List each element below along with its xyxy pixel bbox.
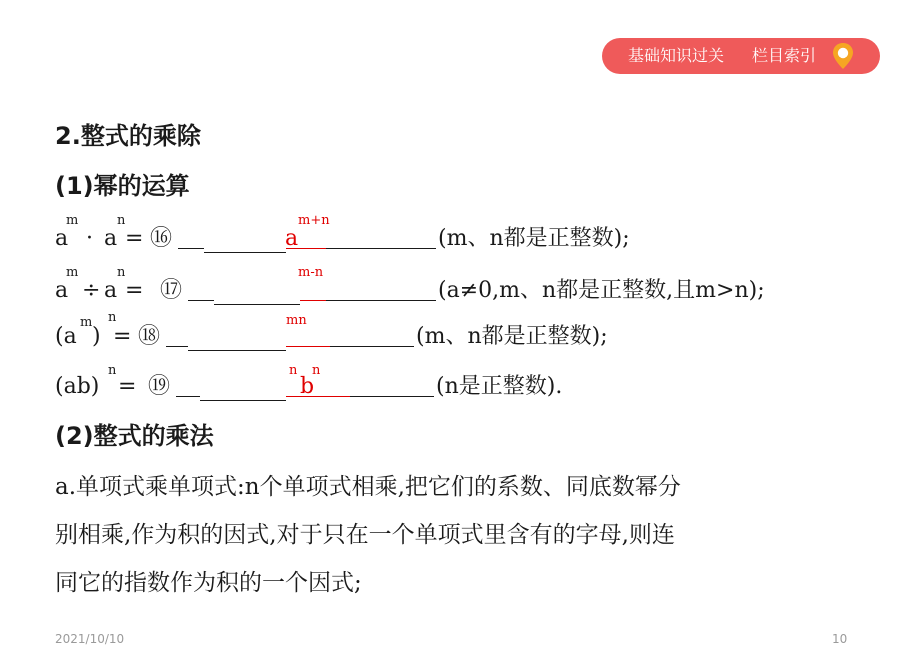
base: a	[104, 226, 118, 251]
map-pin-icon[interactable]	[828, 41, 858, 71]
answer-exponent: m-n	[298, 265, 324, 280]
answer-line	[188, 300, 214, 301]
base: a	[104, 278, 118, 303]
exponent: n	[117, 213, 126, 228]
rule-quotient-of-powers	[0, 264, 900, 304]
answer-text: a	[285, 226, 299, 251]
equals: =	[113, 324, 132, 349]
equals: =	[125, 278, 144, 303]
knowledge-review-link[interactable]: 基础知识过关	[628, 46, 725, 65]
paren: )	[92, 324, 101, 349]
answer-line	[166, 346, 188, 347]
paragraph-line: 同它的指数作为积的一个因式;	[55, 570, 362, 596]
base: (ab)	[55, 374, 100, 399]
answer-text: b	[300, 374, 315, 399]
condition-text: (n是正整数).	[436, 374, 563, 399]
rule-power-of-power	[0, 310, 900, 354]
base: a	[55, 226, 69, 251]
base: (a	[55, 324, 77, 349]
answer-exponent: mn	[286, 313, 307, 328]
page-number: 10	[832, 632, 848, 646]
answer-line	[214, 304, 300, 305]
subsection-heading-power: (1)幂的运算	[55, 172, 190, 200]
base: a	[55, 278, 69, 303]
answer-line	[300, 300, 326, 301]
answer-line	[200, 400, 286, 401]
answer-line	[286, 396, 350, 397]
answer-line	[188, 350, 286, 351]
answer-exponent: n	[289, 363, 298, 378]
answer-line	[330, 346, 414, 347]
paragraph-line: a.单项式乘单项式:n个单项式相乘,把它们的系数、同底数幂分	[55, 474, 681, 500]
top-nav-bar	[602, 38, 880, 74]
exponent: n	[117, 265, 126, 280]
answer-line	[286, 248, 326, 249]
answer-line	[326, 248, 436, 249]
section-heading: 2.整式的乘除	[55, 122, 201, 150]
section-index-link[interactable]: 栏目索引	[752, 46, 817, 65]
footer-date: 2021/10/10	[55, 632, 125, 646]
equals: =	[125, 226, 144, 251]
exponent: m	[66, 213, 79, 228]
operator: ÷	[82, 278, 101, 303]
answer-exponent: n	[312, 363, 321, 378]
rule-product-of-powers	[0, 212, 900, 252]
blank-marker: ⑰	[160, 278, 183, 303]
exponent: m	[66, 265, 79, 280]
rule-power-of-product	[0, 364, 900, 404]
answer-exponent: m+n	[298, 213, 330, 228]
answer-line	[286, 346, 330, 347]
paragraph-line: 别相乘,作为积的因式,对于只在一个单项式里含有的字母,则连	[55, 522, 675, 548]
pin-inner	[838, 48, 848, 58]
condition-text: (m、n都是正整数);	[438, 226, 630, 251]
blank-marker: ⑱	[138, 324, 161, 349]
condition-text: (a≠0,m、n都是正整数,且m>n);	[438, 278, 765, 303]
exponent: n	[108, 363, 117, 378]
answer-line	[178, 248, 204, 249]
answer-line	[176, 396, 200, 397]
answer-line	[326, 300, 436, 301]
subsection-heading-multiplication: (2)整式的乘法	[55, 422, 214, 450]
exponent: m	[80, 315, 93, 330]
blank-marker: ⑯	[150, 226, 173, 251]
operator: ·	[86, 226, 93, 251]
answer-line	[350, 396, 434, 397]
condition-text: (m、n都是正整数);	[416, 324, 608, 349]
answer-line	[204, 252, 286, 253]
exponent: n	[108, 310, 117, 325]
blank-marker: ⑲	[148, 374, 171, 399]
equals: =	[118, 374, 137, 399]
